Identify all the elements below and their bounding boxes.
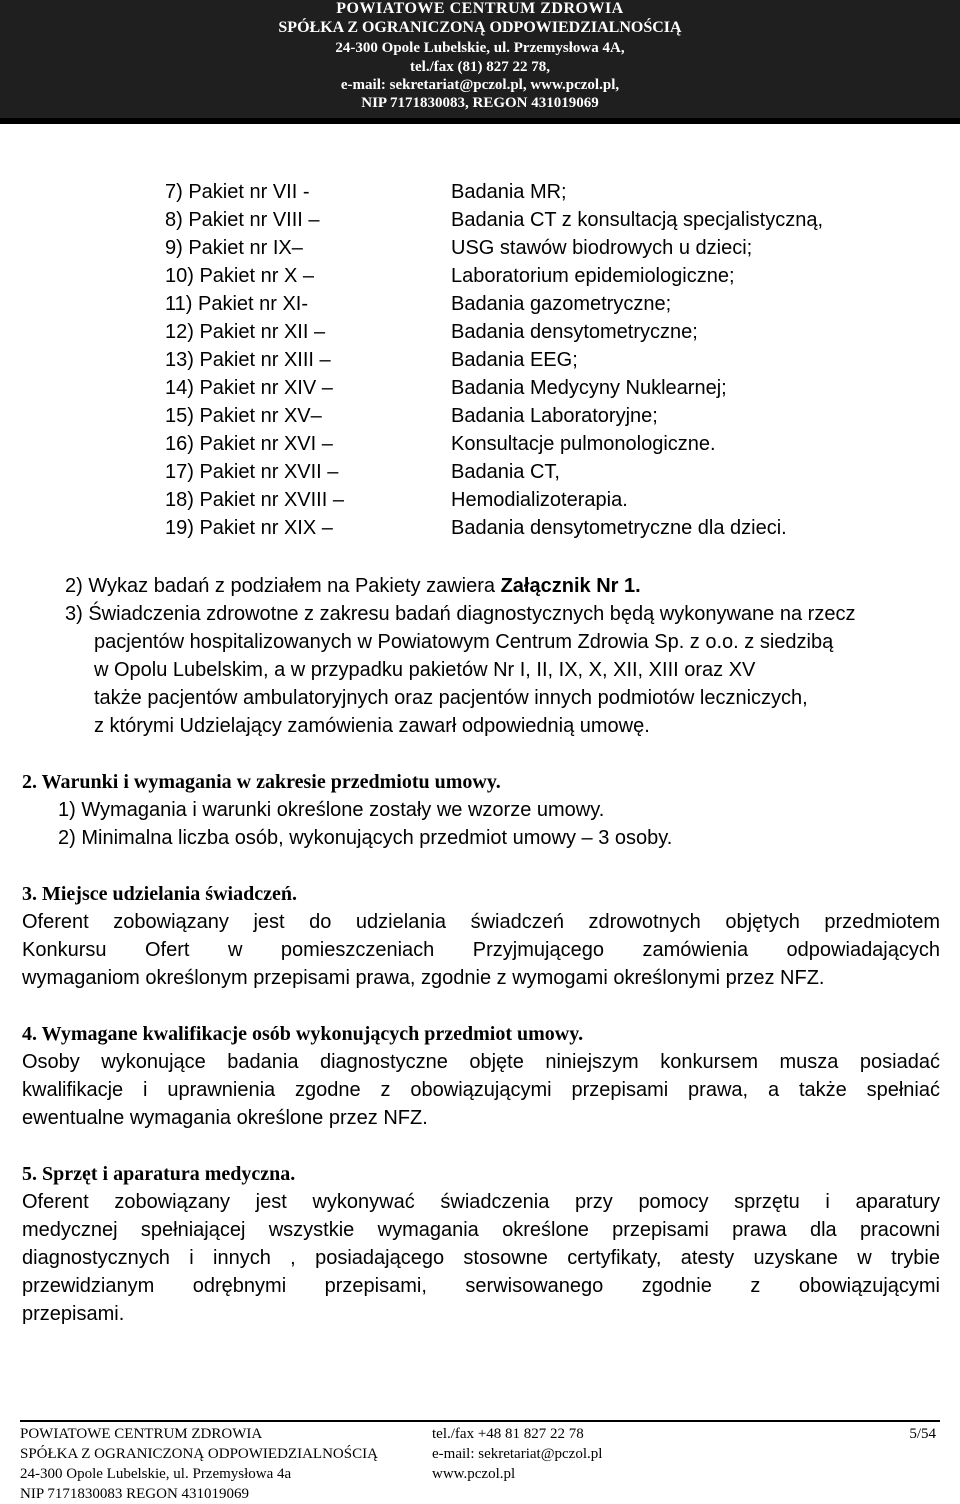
letterhead-nip: NIP 7171830083, REGON 431019069 xyxy=(361,95,599,111)
footer-company-type: SPÓŁKA Z OGRANICZONĄ ODPOWIEDZIALNOŚCIĄ xyxy=(20,1446,378,1462)
pakiet-number: 15) Pakiet nr XV– xyxy=(165,405,322,427)
footer-website: www.pczol.pl xyxy=(432,1466,516,1482)
item-2-attachment: Załącznik Nr 1. xyxy=(500,575,641,597)
letterhead-phone: tel./fax (81) 827 22 78, xyxy=(410,59,550,75)
pakiet-number: 8) Pakiet nr VIII – xyxy=(165,209,320,231)
footer-email: e-mail: sekretariat@pczol.pl xyxy=(432,1446,603,1462)
item-2-text xyxy=(65,572,641,600)
item-3-line-4: także pacjentów ambulatoryjnych oraz pacjentów innych podmiotów leczniczych, xyxy=(94,687,808,709)
footer-divider xyxy=(20,1420,940,1422)
pakiet-description: Badania densytometryczne; xyxy=(451,321,698,343)
pakiet-number: 17) Pakiet nr XVII – xyxy=(165,461,339,483)
pakiet-description: Badania MR; xyxy=(451,181,567,203)
pakiet-description: Badania Laboratoryjne; xyxy=(451,405,658,427)
section-2-item-1: 1) Wymagania i warunki określone zostały we wzorze umowy. xyxy=(58,799,605,821)
page-number: 5/54 xyxy=(909,1426,936,1442)
item-2-prefix: 2) Wykaz badań z podziałem na Pakiety zawiera xyxy=(65,575,501,597)
section-5-line-4: przewidzianym odrębnymi przepisami, serwisowanego zgodnie z obowiązującymi xyxy=(22,1275,940,1297)
section-5-line-1: Oferent zobowiązany jest wykonywać świadczenia przy pomocy sprzętu i aparatury xyxy=(22,1191,940,1213)
section-3-heading: 3. Miejsce udzielania świadczeń. xyxy=(22,883,297,905)
section-4-line-3: ewentualne wymagania określone przez NFZ. xyxy=(22,1107,428,1129)
pakiet-number: 9) Pakiet nr IX– xyxy=(165,237,303,259)
footer-phone: tel./fax +48 81 827 22 78 xyxy=(432,1426,584,1442)
letterhead-company-name: POWIATOWE CENTRUM ZDROWIA xyxy=(336,0,624,17)
pakiet-number: 7) Pakiet nr VII - xyxy=(165,181,310,203)
footer-company-name: POWIATOWE CENTRUM ZDROWIA xyxy=(20,1426,263,1442)
pakiet-description: Konsultacje pulmonologiczne. xyxy=(451,433,716,455)
letterhead xyxy=(0,0,960,118)
letterhead-company-type: SPÓŁKA Z OGRANICZONĄ ODPOWIEDZIALNOŚCIĄ xyxy=(278,19,682,36)
section-5-heading: 5. Sprzęt i aparatura medyczna. xyxy=(22,1163,296,1185)
pakiet-description: Badania CT, xyxy=(451,461,560,483)
pakiet-description: Badania CT z konsultacją specjalistyczną, xyxy=(451,209,824,231)
section-2-heading: 2. Warunki i wymagania w zakresie przedmiotu umowy. xyxy=(22,771,501,793)
pakiet-description: USG stawów biodrowych u dzieci; xyxy=(451,237,753,259)
pakiet-description: Laboratorium epidemiologiczne; xyxy=(451,265,735,287)
pakiet-number: 12) Pakiet nr XII – xyxy=(165,321,326,343)
pakiet-number: 14) Pakiet nr XIV – xyxy=(165,377,333,399)
section-3-line-3: wymaganiom określonym przepisami prawa, zgodnie z wymogami określonymi przez NFZ. xyxy=(22,967,825,989)
letterhead-email: e-mail: sekretariat@pczol.pl, www.pczol.pl, xyxy=(340,77,620,93)
section-3-line-2: Konkursu Ofert w pomieszczeniach Przyjmującego zamówienia odpowiadających xyxy=(22,939,940,961)
item-3-line-3: w Opolu Lubelskim, a w przypadku pakietów Nr I, II, IX, X, XII, XIII oraz XV xyxy=(94,659,756,681)
section-2-item-2: 2) Minimalna liczba osób, wykonujących przedmiot umowy – 3 osoby. xyxy=(58,827,673,849)
pakiet-description: Badania densytometryczne dla dzieci. xyxy=(451,517,787,539)
item-3-line-2: pacjentów hospitalizowanych w Powiatowym Centrum Zdrowia Sp. z o.o. z siedzibą xyxy=(94,631,834,653)
section-4-line-2: kwalifikacje i uprawnienia zgodne z obowiązującymi przepisami prawa, a także spełniać xyxy=(22,1079,940,1101)
pakiet-number: 18) Pakiet nr XVIII – xyxy=(165,489,344,511)
section-3-line-1: Oferent zobowiązany jest do udzielania świadczeń zdrowotnych objętych przedmiotem xyxy=(22,911,940,933)
item-3-line-1: 3) Świadczenia zdrowotne z zakresu badań diagnostycznych będą wykonywane na rzecz xyxy=(65,603,856,625)
footer-address: 24-300 Opole Lubelskie, ul. Przemysłowa 4a xyxy=(20,1466,292,1482)
letterhead-address: 24-300 Opole Lubelskie, ul. Przemysłowa 4A, xyxy=(335,40,625,56)
pakiet-description: Badania Medycyny Nuklearnej; xyxy=(451,377,727,399)
pakiet-number: 16) Pakiet nr XVI – xyxy=(165,433,333,455)
pakiet-number: 19) Pakiet nr XIX – xyxy=(165,517,333,539)
pakiet-number: 10) Pakiet nr X – xyxy=(165,265,314,287)
pakiet-number: 11) Pakiet nr XI- xyxy=(165,293,309,315)
header-divider xyxy=(0,118,960,124)
section-4-heading: 4. Wymagane kwalifikacje osób wykonujących przedmiot umowy. xyxy=(22,1023,584,1045)
section-5-line-3: diagnostycznych i innych , posiadającego stosowne certyfikaty, atesty uzyskane w trybie xyxy=(22,1247,940,1269)
pakiet-description: Hemodializoterapia. xyxy=(451,489,628,511)
section-4-line-1: Osoby wykonujące badania diagnostyczne objęte niniejszym konkursem musza posiadać xyxy=(22,1051,940,1073)
pakiet-description: Badania EEG; xyxy=(451,349,578,371)
section-5-line-5: przepisami. xyxy=(22,1303,125,1325)
pakiet-number: 13) Pakiet nr XIII – xyxy=(165,349,331,371)
item-3-line-5: z którymi Udzielający zamówienia zawarł odpowiednią umowę. xyxy=(94,715,650,737)
pakiet-description: Badania gazometryczne; xyxy=(451,293,672,315)
section-5-line-2: medycznej spełniającej wszystkie wymagania określone przepisami prawa dla pracowni xyxy=(22,1219,940,1241)
footer-nip: NIP 7171830083 REGON 431019069 xyxy=(20,1486,250,1502)
